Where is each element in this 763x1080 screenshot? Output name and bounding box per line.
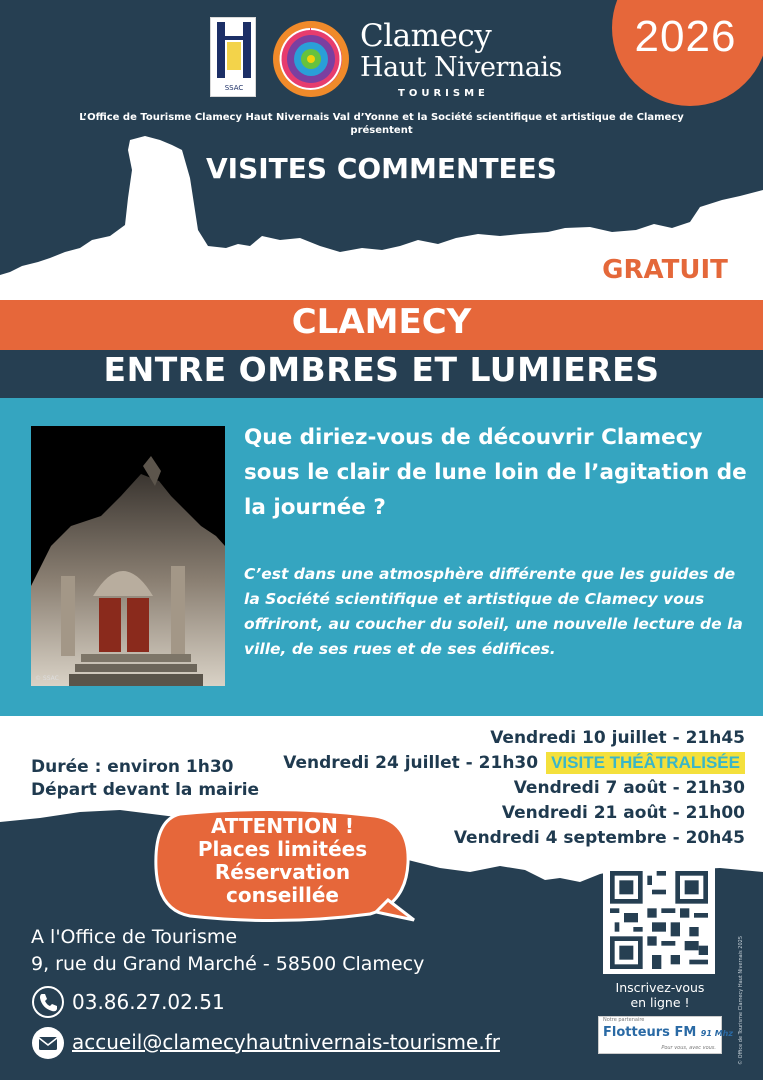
date-label: Vendredi 7 août - 21h30 <box>513 778 745 798</box>
date-item <box>490 728 745 748</box>
ssac-logo <box>210 17 256 97</box>
intro-question: Que diriez-vous de découvrir Clamecy sous le clair de lune loin de l’agitation de la journée ? <box>244 425 747 520</box>
brand-tagline: TOURISME <box>398 88 489 99</box>
address-line2: 9, rue du Grand Marché - 58500 Clamecy <box>31 953 425 975</box>
date-label: Vendredi 24 juillet - 21h30 <box>283 753 539 773</box>
attention-line1: ATTENTION ! <box>211 814 354 838</box>
date-item <box>454 828 745 848</box>
ssac-logo-label: SSAC <box>224 84 244 92</box>
attention-line3: Réservation <box>214 860 351 884</box>
ssac-emblem-icon <box>211 18 257 98</box>
presenters-text <box>10 111 753 137</box>
departure-text: Départ devant la mairie <box>31 780 260 800</box>
email-link[interactable]: accueil@clamecyhautnivernais-tourisme.fr <box>72 1030 500 1054</box>
presenters-line2: présentent <box>350 125 413 136</box>
address-line1: A l'Office de Tourisme <box>31 926 238 948</box>
free-label: GRATUIT <box>602 255 728 285</box>
church-night-image <box>31 426 225 686</box>
presenters-line1: L’Office de Tourisme Clamecy Haut Nivernais Val d’Yonne et la Société scientifique et artistique de Clamecy <box>79 112 684 123</box>
partner-small-label: Notre partenaire <box>603 1017 645 1023</box>
qr-caption-line2: en ligne ! <box>630 995 690 1010</box>
brand-name-line1: Clamecy <box>360 18 492 54</box>
date-item <box>514 778 745 798</box>
attention-line2: Places limitées <box>197 837 368 861</box>
brand-logo <box>270 18 570 102</box>
attention-line4: conseillée <box>226 883 339 907</box>
date-label: Vendredi 10 juillet - 21h45 <box>490 728 745 748</box>
copyright-text: © Office de Tourisme Clamecy Haut Nivernais 2025 <box>738 935 744 1065</box>
year-label: 2026 <box>634 12 737 61</box>
mail-icon <box>31 1026 65 1060</box>
qr-caption <box>590 980 730 1010</box>
brand-name-line2: Haut Nivernais <box>360 52 562 83</box>
date-item <box>283 752 745 774</box>
partner-name: Flotteurs FM 91 Mhz <box>603 1025 734 1040</box>
attention-text <box>160 815 405 907</box>
date-label: Vendredi 21 août - 21h00 <box>501 803 745 823</box>
phone-link[interactable]: 03.86.27.02.51 <box>72 990 225 1014</box>
partner-frequency: 91 Mhz <box>700 1029 734 1038</box>
radio-partner-logo <box>598 1016 734 1054</box>
date-item <box>502 803 745 823</box>
duration-text: Durée : environ 1h30 <box>31 757 234 777</box>
date-label: Vendredi 4 septembre - 20h45 <box>453 828 745 848</box>
church-photo <box>31 426 225 686</box>
qr-code[interactable] <box>603 866 715 974</box>
photo-credit: © SSAC <box>35 675 59 682</box>
partner-tagline: Pour vous, avec vous. <box>661 1045 716 1051</box>
theatrical-badge: VISITE THÉÂTRALISÉE <box>546 752 745 774</box>
event-subtitle: ENTRE OMBRES ET LUMIERES <box>103 350 660 389</box>
event-description: C’est dans une atmosphère différente que les guides de la Société scientifique et artistique de Clamecy vous offriront, au coucher du soleil, une nouvelle lecture de la ville, de ses rues et de ses édifices. <box>244 565 743 658</box>
qr-caption-line1: Inscrivez-vous <box>615 980 705 995</box>
spiral-logo-icon <box>270 18 352 100</box>
city-title: CLAMECY <box>291 302 472 342</box>
qr-code-icon <box>608 871 710 969</box>
page-title: VISITES COMMENTEES <box>206 152 557 185</box>
phone-icon <box>31 985 65 1019</box>
